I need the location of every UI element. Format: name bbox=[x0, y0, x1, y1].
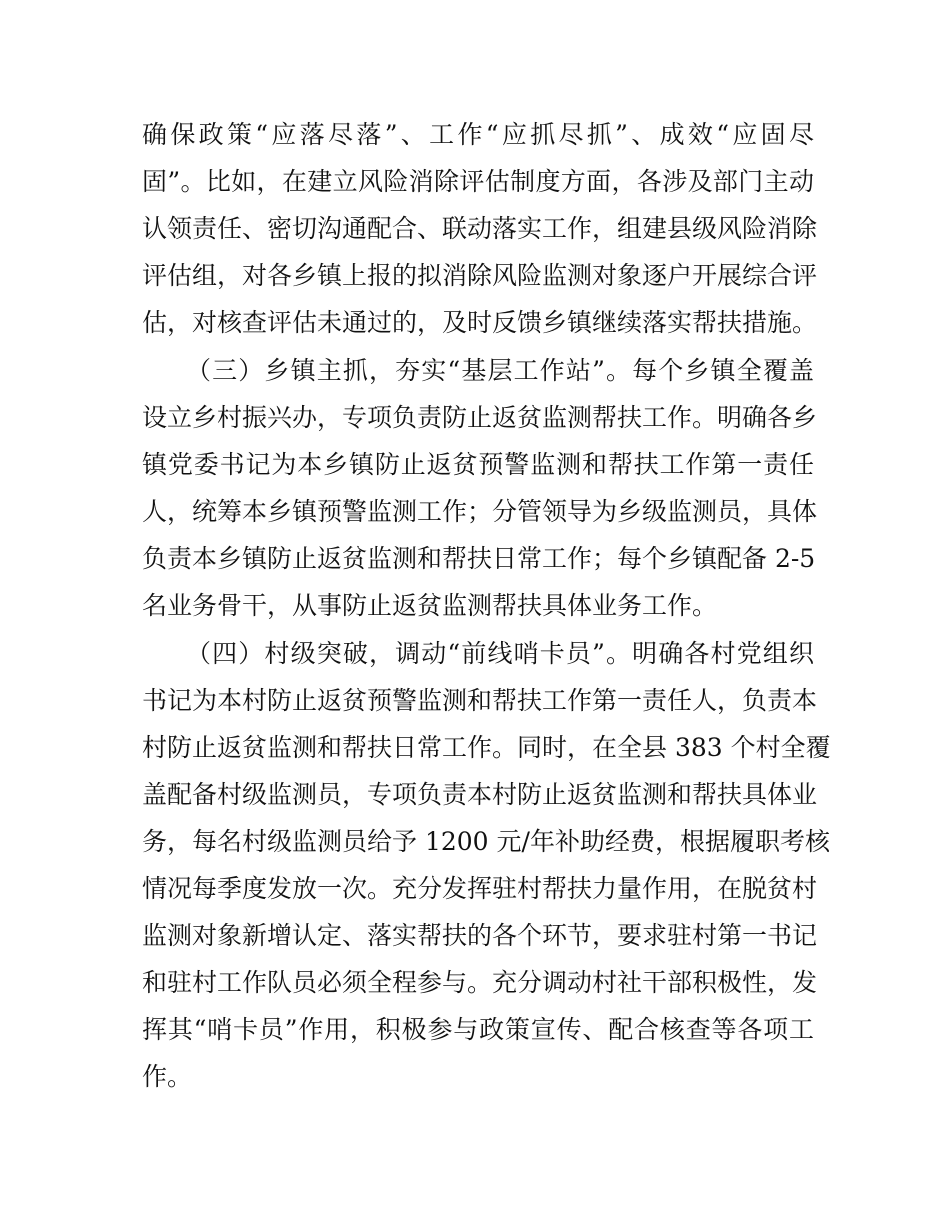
text-line: 镇党委书记为本乡镇防止返贫预警监测和帮扶工作第一责任 bbox=[142, 450, 814, 479]
text-line: 固”。比如，在建立风险消除评估制度方面，各涉及部门主动 bbox=[142, 167, 814, 196]
text-line: 务，每名村级监测员给予 1200 元/年补助经费，根据履职考核 bbox=[142, 827, 830, 856]
text-line: 人，统筹本乡镇预警监测工作；分管领导为乡级监测员，具体 bbox=[142, 497, 818, 526]
text-line: 设立乡村振兴办，专项负责防止返贫监测帮扶工作。明确各乡 bbox=[142, 403, 818, 432]
text-line: 作。 bbox=[142, 1062, 193, 1091]
text-line: 估，对核查评估未通过的，及时反馈乡镇继续落实帮扶措施。 bbox=[142, 308, 818, 337]
text-line: 情况每季度发放一次。充分发挥驻村帮扶力量作用，在脱贫村 bbox=[142, 874, 818, 903]
text-line: 挥其“哨卡员”作用，积极参与政策宣传、配合核查等各项工 bbox=[142, 1015, 814, 1044]
paragraph-heading-line: （四）村级突破，调动“前线哨卡员”。明确各村党组织 bbox=[186, 639, 814, 668]
text-line: 盖配备村级监测员，专项负责本村防止返贫监测和帮扶具体业 bbox=[142, 780, 818, 809]
text-line: 评估组，对各乡镇上报的拟消除风险监测对象逐户开展综合评 bbox=[142, 261, 818, 290]
text-line: 确保政策“应落尽落”、工作“应抓尽抓”、成效“应固尽 bbox=[142, 120, 814, 149]
text-line: 监测对象新增认定、落实帮扶的各个环节，要求驻村第一书记 bbox=[142, 921, 818, 950]
text-line: 名业务骨干，从事防止返贫监测帮扶具体业务工作。 bbox=[142, 591, 718, 620]
text-line: 负责本乡镇防止返贫监测和帮扶日常工作；每个乡镇配备 2-5 bbox=[142, 544, 816, 573]
text-line: 认领责任、密切沟通配合、联动落实工作，组建县级风险消除 bbox=[142, 214, 818, 243]
paragraph-heading-line: （三）乡镇主抓，夯实“基层工作站”。每个乡镇全覆盖 bbox=[186, 356, 814, 385]
text-line: 和驻村工作队员必须全程参与。充分调动村社干部积极性，发 bbox=[142, 968, 818, 997]
text-line: 书记为本村防止返贫预警监测和帮扶工作第一责任人，负责本 bbox=[142, 686, 818, 715]
text-line: 村防止返贫监测和帮扶日常工作。同时，在全县 383 个村全覆 bbox=[142, 733, 831, 762]
